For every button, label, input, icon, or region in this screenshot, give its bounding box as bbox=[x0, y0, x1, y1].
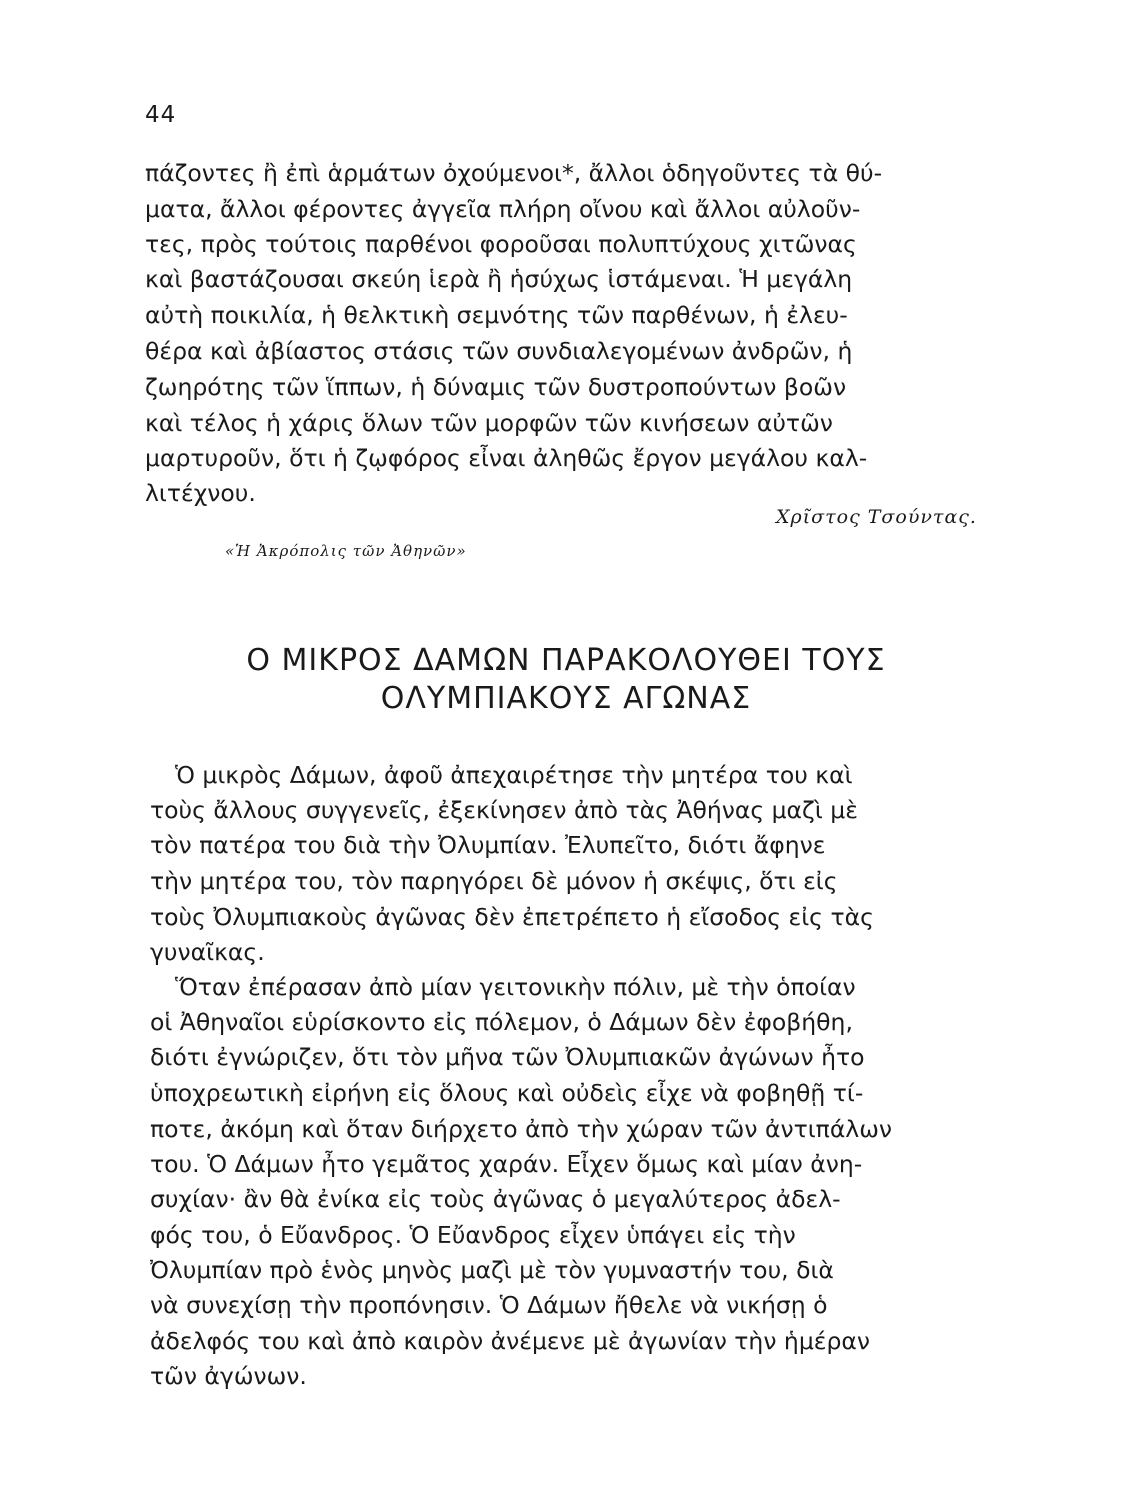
story-line: νὰ συνεχίσῃ τὴν προπόνησιν. Ὁ Δάμων ἤθελε νὰ νικήσῃ ὁ bbox=[150, 1291, 828, 1319]
story-line: τοὺς Ὀλυμπιακοὺς ἀγῶνας δὲν ἐπετρέπετο ἡ εἴσοδος εἰς τὰς bbox=[150, 903, 874, 931]
excerpt-line: ματα, ἄλλοι φέροντες ἀγγεῖα πλήρη οἴνου καὶ ἄλλοι αὐλοῦν- bbox=[145, 195, 861, 223]
excerpt-line: καὶ βαστάζουσαι σκεύη ἱερὰ ἢ ἡσύχως ἱστάμεναι. Ἡ μεγάλη bbox=[145, 265, 853, 293]
story-line: διότι ἐγνώριζεν, ὅτι τὸν μῆνα τῶν Ὀλυμπιακῶν ἀγώνων ἦτο bbox=[150, 1043, 865, 1071]
story-line: τοὺς ἄλλους συγγενεῖς, ἐξεκίνησεν ἀπὸ τὰς Ἀθήνας μαζὶ μὲ bbox=[150, 796, 858, 824]
story-line: Ὀλυμπίαν πρὸ ἑνὸς μηνὸς μαζὶ μὲ τὸν γυμναστήν του, διὰ bbox=[150, 1256, 834, 1284]
story-line: ὑποχρεωτικὴ εἰρήνη εἰς ὅλους καὶ οὐδεὶς εἶχε νὰ φοβηθῇ τί- bbox=[150, 1079, 864, 1107]
excerpt-line: μαρτυροῦν, ὅτι ἡ ζῳφόρος εἶναι ἀληθῶς ἔργον μεγάλου καλ- bbox=[145, 444, 868, 472]
excerpt-line: λιτέχνου. bbox=[145, 479, 256, 507]
story-line: ποτε, ἀκόμη καὶ ὅταν διήρχετο ἀπὸ τὴν χώραν τῶν ἀντιπάλων bbox=[150, 1115, 893, 1143]
excerpt-line: καὶ τέλος ἡ χάρις ὅλων τῶν μορφῶν τῶν κινήσεων αὐτῶν bbox=[145, 409, 833, 437]
excerpt-line: ζωηρότης τῶν ἵππων, ἡ δύναμις τῶν δυστροπούντων βοῶν bbox=[145, 373, 847, 401]
story-line: τὴν μητέρα του, τὸν παρηγόρει δὲ μόνον ἡ σκέψις, ὅτι εἰς bbox=[150, 867, 838, 895]
excerpt-line: θέρα καὶ ἀβίαστος στάσις τῶν συνδιαλεγομένων ἀνδρῶν, ἡ bbox=[145, 337, 853, 365]
story-line: οἱ Ἀθηναῖοι εὑρίσκοντο εἰς πόλεμον, ὁ Δάμων δὲν ἐφοβήθη, bbox=[150, 1008, 853, 1036]
source-citation: «Ἡ Ἀκρόπολις τῶν Ἀθηνῶν» bbox=[225, 542, 467, 560]
excerpt-line: πάζοντες ἢ ἐπὶ ἁρμάτων ὀχούμενοι*, ἄλλοι ὁδηγοῦντες τὰ θύ- bbox=[145, 159, 883, 187]
story-line: ἀδελφός του καὶ ἀπὸ καιρὸν ἀνέμενε μὲ ἀγωνίαν τὴν ἡμέραν bbox=[150, 1327, 871, 1355]
section-heading-line-1: Ο ΜΙΚΡΟΣ ΔΑΜΩΝ ΠΑΡΑΚΟΛΟΥΘΕΙ ΤΟΥΣ bbox=[246, 643, 886, 678]
story-line: Ὅταν ἐπέρασαν ἀπὸ μίαν γειτονικὴν πόλιν, μὲ τὴν ὁποίαν bbox=[175, 973, 856, 1001]
story-line: γυναῖκας. bbox=[150, 938, 265, 966]
story-line: Ὁ μικρὸς Δάμων, ἀφοῦ ἀπεχαιρέτησε τὴν μητέρα του καὶ bbox=[175, 761, 853, 789]
story-line: του. Ὁ Δάμων ἦτο γεμᾶτος χαράν. Εἶχεν ὅμως καὶ μίαν ἀνη- bbox=[150, 1150, 863, 1178]
excerpt-line: αὐτὴ ποικιλία, ἡ θελκτικὴ σεμνότης τῶν παρθένων, ἡ ἐλευ- bbox=[145, 301, 848, 329]
section-heading-line-2: ΟΛΥΜΠΙΑΚΟΥΣ ΑΓΩΝΑΣ bbox=[380, 681, 752, 716]
story-line: συχίαν· ἂν θὰ ἐνίκα εἰς τοὺς ἀγῶνας ὁ μεγαλύτερος ἀδελ- bbox=[150, 1185, 841, 1213]
author-signature: Χρῖστος Τσούντας. bbox=[776, 506, 977, 528]
story-line: τὸν πατέρα του διὰ τὴν Ὀλυμπίαν. Ἐλυπεῖτο, διότι ἄφηνε bbox=[150, 831, 826, 859]
story-line: φός του, ὁ Εὔανδρος. Ὁ Εὔανδρος εἶχεν ὑπάγει εἰς τὴν bbox=[150, 1221, 796, 1249]
excerpt-line: τες, πρὸς τούτοις παρθένοι φοροῦσαι πολυπτύχους χιτῶνας bbox=[145, 230, 857, 258]
story-line: τῶν ἀγώνων. bbox=[150, 1362, 307, 1390]
page-number: 44 bbox=[145, 102, 177, 128]
